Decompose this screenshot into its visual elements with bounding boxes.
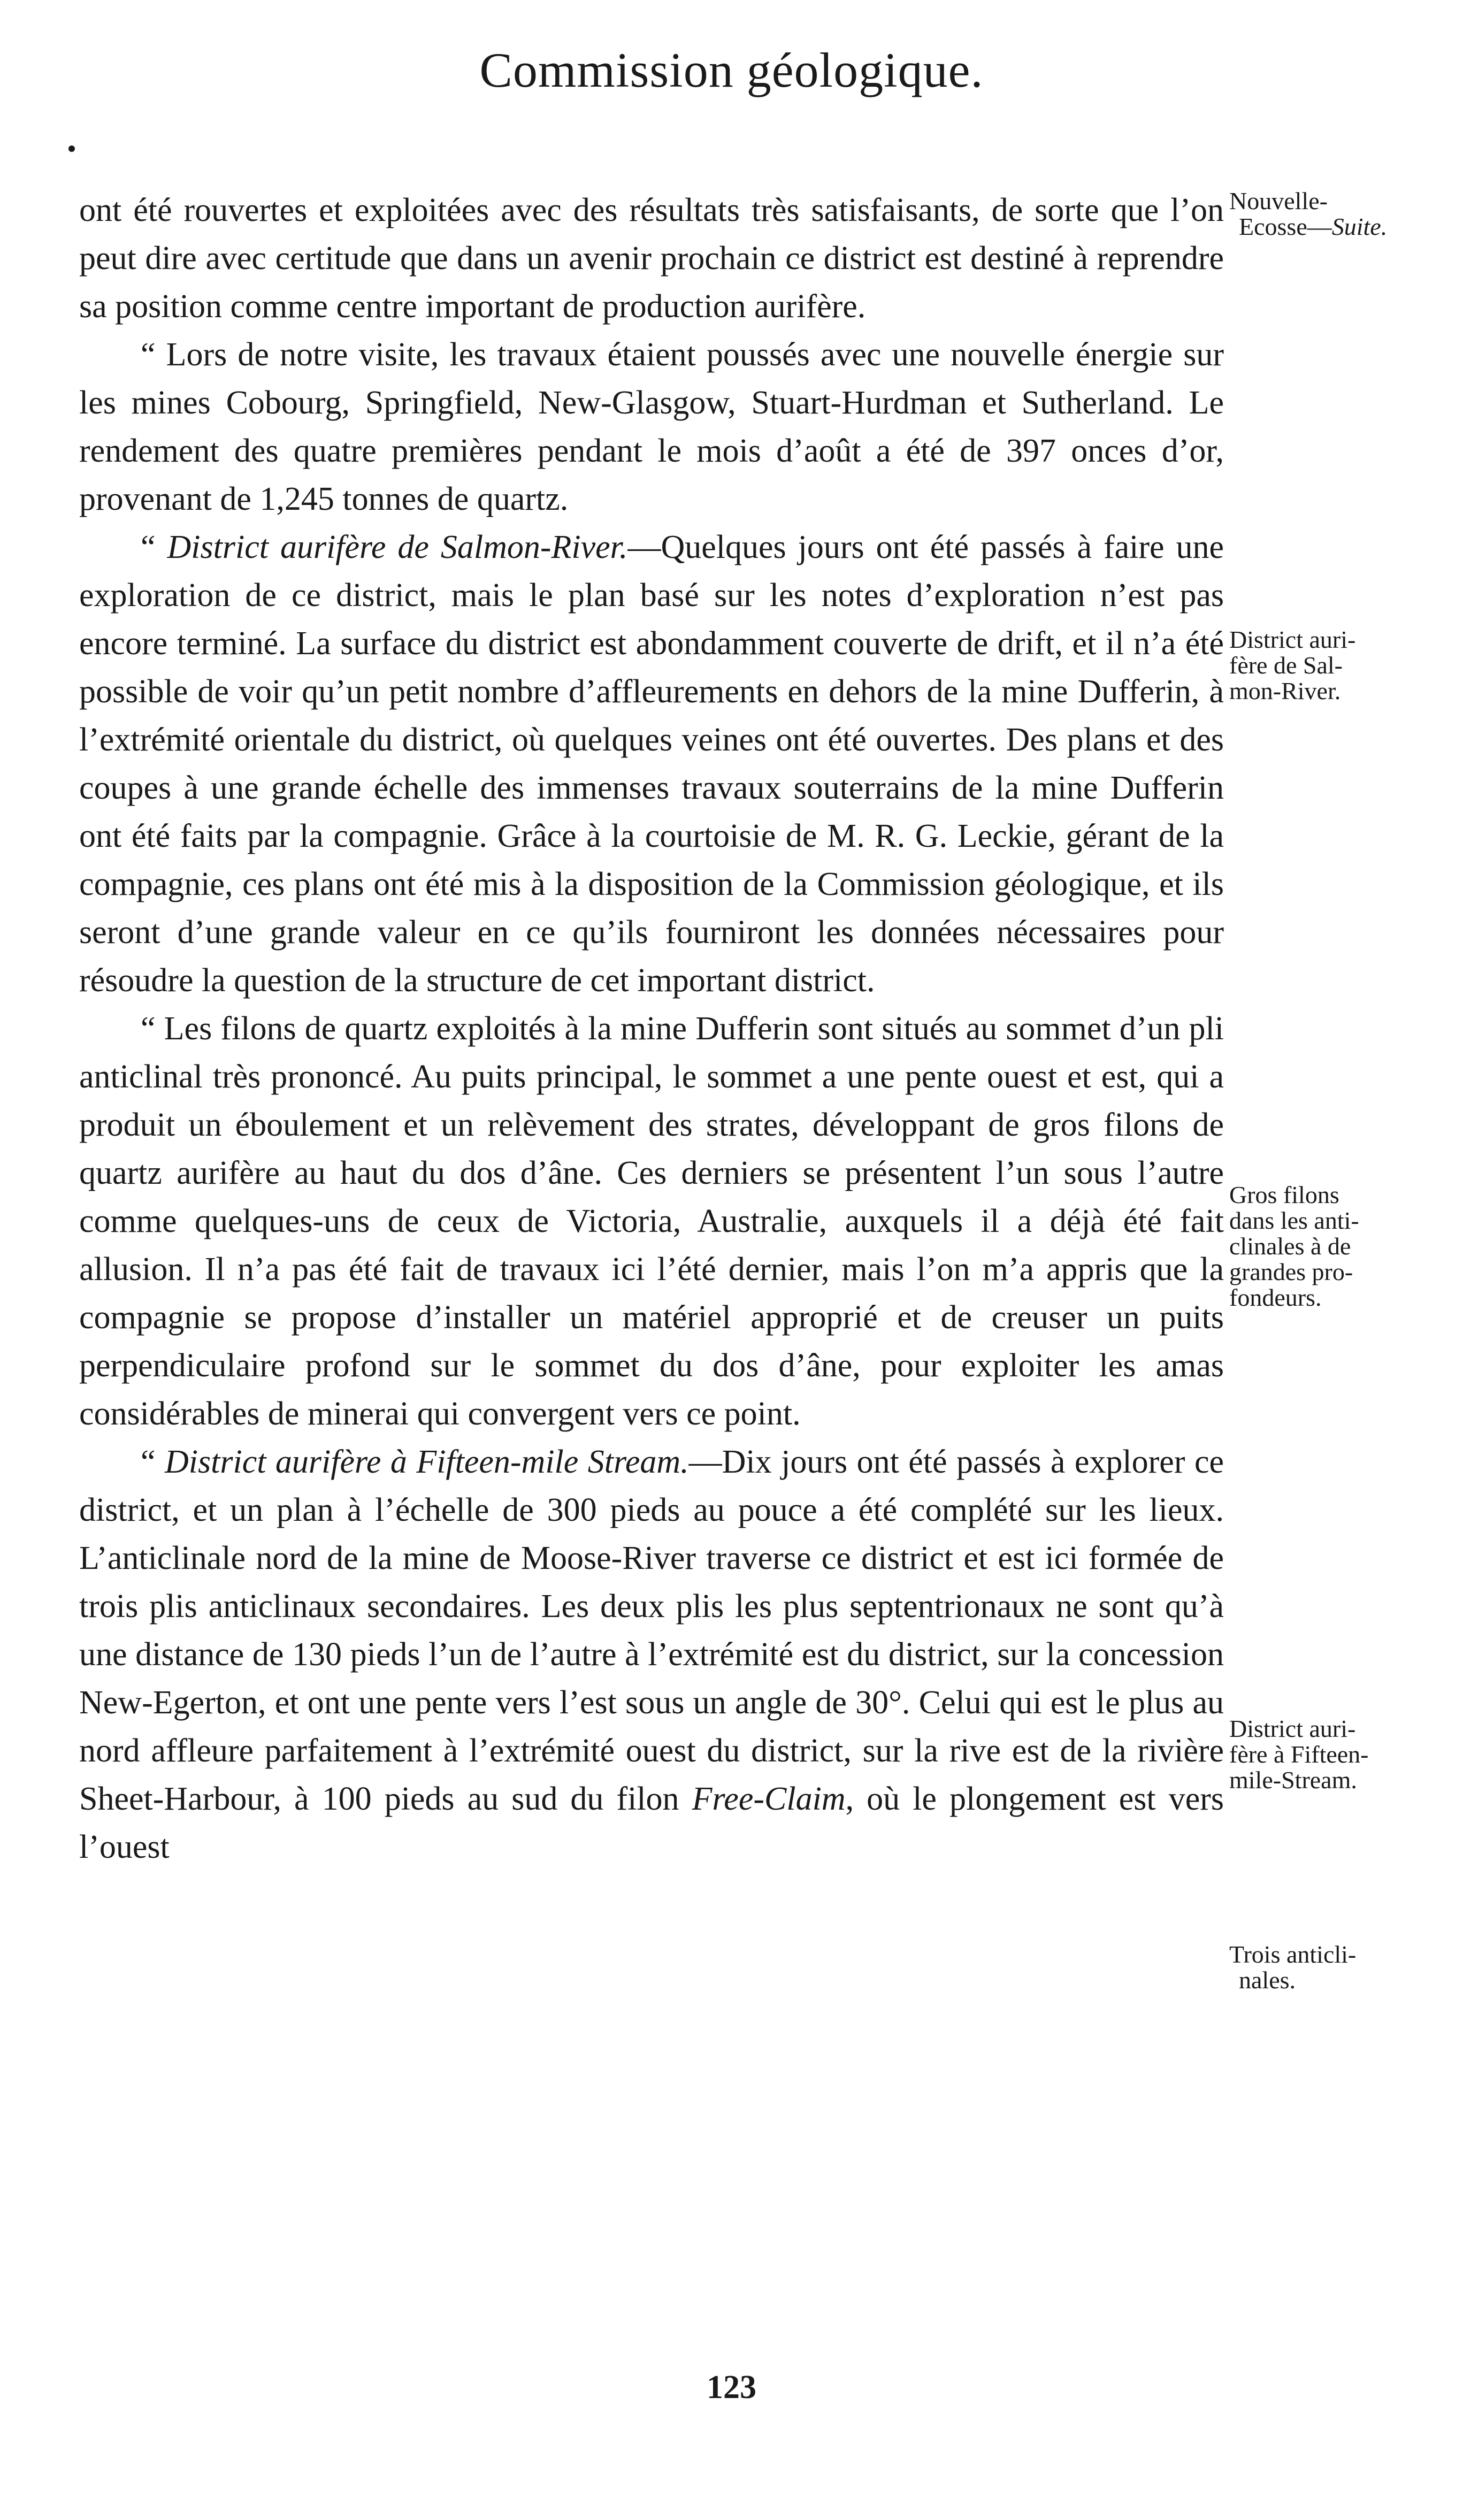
margin-note-line: grandes pro- bbox=[1229, 1258, 1353, 1285]
margin-note-line: District auri- bbox=[1229, 1715, 1356, 1742]
margin-note-fifteen-mile bbox=[1229, 1716, 1422, 1793]
margin-note-line: Gros filons bbox=[1229, 1181, 1339, 1208]
margin-note-line bbox=[1229, 214, 1422, 240]
margin-note-salmon-river bbox=[1229, 627, 1422, 704]
decorative-dot bbox=[68, 145, 75, 152]
paragraph-5 bbox=[79, 1438, 1224, 1871]
margin-note-line: mon-River. bbox=[1229, 677, 1341, 704]
margin-note-line: Trois anticli- bbox=[1229, 1941, 1357, 1968]
paragraph-4 bbox=[79, 1005, 1224, 1438]
margin-note-gros-filons bbox=[1229, 1182, 1422, 1311]
margin-note-line: nales. bbox=[1239, 1966, 1296, 1994]
margin-note-nouvelle-ecosse bbox=[1229, 188, 1422, 240]
margin-note-line-text: Ecosse— bbox=[1239, 213, 1332, 240]
paragraph-5-heading: District aurifère à Fifteen-mile Stream. bbox=[165, 1444, 689, 1480]
margin-note-line: clinales à de bbox=[1229, 1232, 1351, 1260]
margin-note-line: Nouvelle- bbox=[1229, 187, 1328, 215]
paragraph-3-heading: District aurifère de Salmon-River. bbox=[167, 529, 628, 565]
paragraph-3-lead: “ bbox=[141, 529, 167, 565]
paragraph-5-lead: “ bbox=[141, 1444, 165, 1480]
margin-note-line: dans les anti- bbox=[1229, 1207, 1359, 1234]
margin-note-line: fère à Fifteen- bbox=[1229, 1741, 1369, 1768]
paragraph-3 bbox=[79, 523, 1224, 1005]
page-number: 123 bbox=[707, 2369, 756, 2406]
margin-note-line: mile-Stream. bbox=[1229, 1766, 1357, 1794]
paragraph-1-text: ont été rouvertes et exploitées avec des résultats très satisfaisants, de sorte que l’on peut dire avec certitude que dans un avenir prochain ce district est destiné à reprendre sa position comme centre important de production aurifère. bbox=[79, 192, 1224, 325]
paragraph-5-tail: , où le plongement est vers l’ouest bbox=[79, 1781, 1224, 1865]
margin-note-trois-anticlinales bbox=[1229, 1942, 1422, 1993]
margin-note-line: fère de Sal- bbox=[1229, 652, 1343, 679]
margin-note-line-italic: Suite. bbox=[1331, 213, 1388, 240]
paragraph-2 bbox=[79, 331, 1224, 523]
page-title: Commission géologique. bbox=[479, 43, 984, 97]
paragraph-1 bbox=[79, 186, 1224, 331]
main-text bbox=[79, 186, 1224, 1871]
paragraph-5-text: —Dix jours ont été passés à explorer ce district, et un plan à l’échelle de 300 pieds au pouce a été complété sur les lieux. L’anticlinale nord de la mine de Moose-River traverse ce district et est ici formée de trois plis anticlinaux secondaires. Les deux plis les plus septentrionaux ne sont qu’à une distance de 130 pieds l’un de l’autre à l’extrémité est du district, sur la concession New-Egerton, et ont une pente vers l’est sous un angle de 30°. Celui qui est le plus au nord affleure parfaitement à l’extrémité ouest du district, sur la rive est de la rivière Sheet-Harbour, à 100 pieds au sud du filon bbox=[79, 1444, 1224, 1817]
paragraph-4-text: “ Les filons de quartz exploités à la mine Dufferin sont situés au sommet d’un pli anticlinal très prononcé. Au puits principal, le sommet a une pente ouest et est, qui a produit un éboulement et un relèvement des strates, développant de gros filons de quartz aurifère au haut du dos d’âne. Ces derniers se présentent l’un sous l’autre comme quelques-uns de ceux de Victoria, Australie, auxquels il a déjà été fait allusion. Il n’a pas été fait de travaux ici l’été dernier, mais l’on m’a appris que la compagnie se propose d’installer un matériel approprié et de creuser un puits perpendiculaire profond sur le sommet du dos d’âne, pour exploiter les amas considérables de minerai qui convergent vers ce point. bbox=[79, 1010, 1224, 1432]
paragraph-2-text: “ Lors de notre visite, les travaux étaient poussés avec une nouvelle énergie sur les mines Cobourg, Springfield, New-Glasgow, Stuart-Hurdman et Sutherland. Le rendement des quatre premières pendant le mois d’août a été de 397 onces d’or, provenant de 1,245 tonnes de quartz. bbox=[79, 336, 1224, 517]
paragraph-3-text: —Quelques jours ont été passés à faire une exploration de ce district, mais le plan basé sur les notes d’exploration n’est pas encore terminé. La surface du district est abondamment couverte de drift, et il n’a été possible de voir qu’un petit nombre d’affleurements en dehors de la mine Dufferin, à l’extrémité orientale du district, où quelques veines ont été ouvertes. Des plans et des coupes à une grande échelle des immenses travaux souterrains de la mine Dufferin ont été faits par la compagnie. Grâce à la courtoisie de M. R. G. Leckie, gérant de la compagnie, ces plans ont été mis à la disposition de la Commission géologique, et ils seront d’une grande valeur en ce qu’ils fourniront les données nécessaires pour résoudre la question de la structure de cet important district. bbox=[79, 529, 1224, 999]
margin-note-line: fondeurs. bbox=[1229, 1284, 1322, 1311]
paragraph-5-italic-term: Free-Claim bbox=[692, 1781, 846, 1817]
margin-note-line: District auri- bbox=[1229, 626, 1356, 653]
